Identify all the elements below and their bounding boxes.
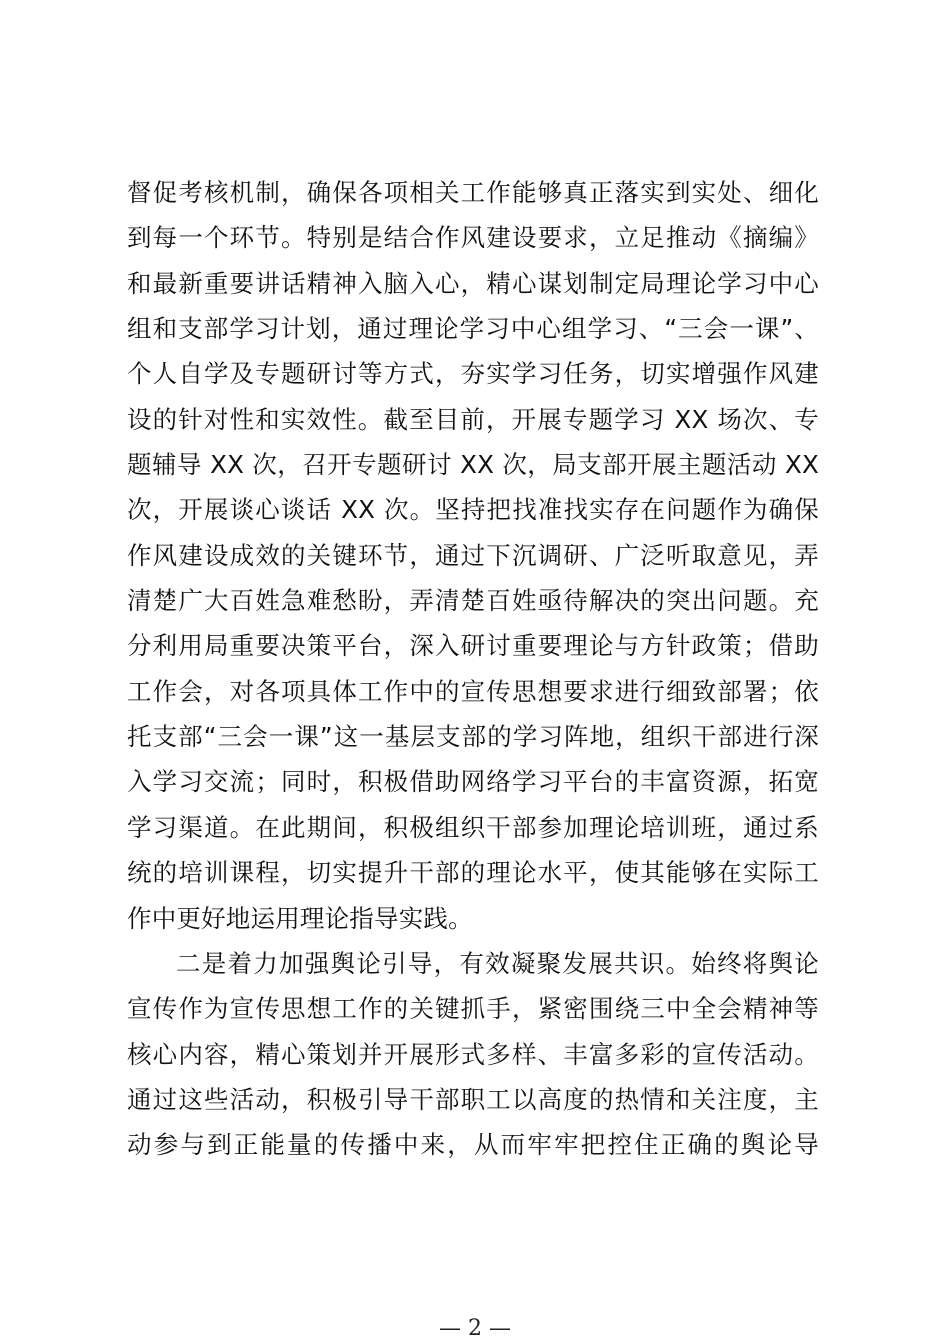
text-line: 题辅导 XX 次，召开专题研讨 XX 次，局支部开展主题活动 XX — [127, 450, 819, 480]
text-line: 和最新重要讲话精神入脑入心，精心谋划制定局理论学习中心 — [127, 268, 819, 298]
text-line: 宣传作为宣传思想工作的关键抓手，紧密围绕三中全会精神等 — [127, 994, 819, 1024]
text-line: 入学习交流；同时，积极借助网络学习平台的丰富资源，拓宽 — [127, 767, 819, 797]
text-line: 通过这些活动，积极引导干部职工以高度的热情和关注度，主 — [127, 1084, 819, 1114]
paragraph-start-line: 二是着力加强舆论引导，有效凝聚发展共识。始终将舆论 — [176, 948, 819, 978]
text-line: 设的针对性和实效性。截至目前，开展专题学习 XX 场次、专 — [127, 404, 819, 434]
text-line: 组和支部学习计划，通过理论学习中心组学习、“三会一课”、 — [127, 314, 819, 344]
page-number: — 2 — — [439, 1316, 511, 1341]
text-line: 工作会，对各项具体工作中的宣传思想要求进行细致部署；依 — [127, 676, 819, 706]
text-line: 动参与到正能量的传播中来，从而牢牢把控住正确的舆论导 — [127, 1130, 819, 1160]
text-line: 次，开展谈心谈话 XX 次。坚持把找准找实存在问题作为确保 — [127, 495, 819, 525]
text-line: 学习渠道。在此期间，积极组织干部参加理论培训班，通过系 — [127, 812, 819, 842]
text-line: 托支部“三会一课”这一基层支部的学习阵地，组织干部进行深 — [127, 722, 819, 752]
text-line: 统的培训课程，切实提升干部的理论水平，使其能够在实际工 — [127, 858, 819, 888]
text-line: 到每一个环节。特别是结合作风建设要求，立足推动《摘编》 — [127, 223, 819, 253]
text-line: 督促考核机制，确保各项相关工作能够真正落实到实处、细化 — [127, 178, 819, 207]
text-line: 分利用局重要决策平台，深入研讨重要理论与方针政策；借助 — [127, 631, 819, 661]
text-line: 核心内容，精心策划并开展形式多样、丰富多彩的宣传活动。 — [127, 1039, 819, 1069]
text-line: 清楚广大百姓急难愁盼，弄清楚百姓亟待解决的突出问题。充 — [127, 586, 819, 616]
body-text — [127, 170, 819, 1168]
text-line: 作风建设成效的关键环节，通过下沉调研、广泛听取意见，弄 — [127, 540, 819, 570]
text-line: 个人自学及专题研讨等方式，夯实学习任务，切实增强作风建 — [127, 359, 819, 389]
paragraph-end-line: 作中更好地运用理论指导实践。 — [127, 903, 473, 933]
